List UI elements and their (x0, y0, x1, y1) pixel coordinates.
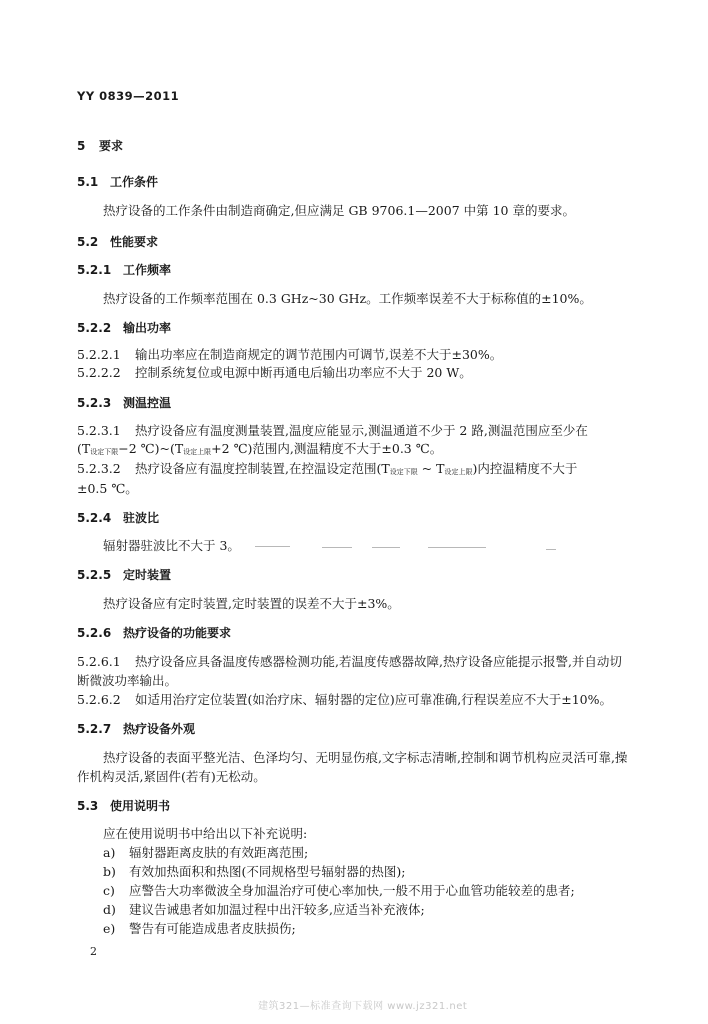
text-fragment: +2 ℃)范围内,测温精度不大于±0.3 ℃。 (211, 441, 443, 456)
list-label: c) (103, 883, 115, 898)
list-item (103, 902, 425, 918)
paragraph: 热疗设备应有定时装置,定时装置的误差不大于±3%。 (103, 596, 400, 611)
section-5-2-3-heading (77, 395, 171, 411)
clause-number: 5.2.3.1 (77, 423, 121, 438)
list-text: 应警告大功率微波全身加温治疗可使心率加快,一般不用于心血管功能较差的患者; (129, 883, 575, 898)
clause-5-2-6-1-line-2: 断微波功率输出。 (77, 673, 178, 688)
list-item (103, 883, 575, 899)
clause-number: 5.2.6.1 (77, 654, 121, 669)
text-fragment: (T (77, 441, 91, 456)
section-number: 5.2.7 (77, 722, 112, 736)
paragraph: 辐射器驻波比不大于 3。 (103, 538, 240, 553)
section-5-2-1-heading (77, 262, 171, 278)
clause-5-2-2-1 (77, 347, 502, 363)
section-title: 输出功率 (123, 321, 172, 335)
list-text: 建议告诫患者如加温过程中出汗较多,应适当补充液体; (129, 902, 425, 917)
clause-5-2-3-2-line-1 (77, 461, 577, 480)
section-5-2-6-heading (77, 625, 231, 641)
clause-number: 5.2.3.2 (77, 461, 121, 476)
section-number: 5.2.3 (77, 396, 112, 410)
section-title: 要求 (99, 139, 124, 153)
section-number: 5.2.2 (77, 321, 112, 335)
section-title: 工作频率 (123, 263, 172, 277)
list-text: 警告有可能造成患者皮肤损伤; (129, 921, 296, 936)
paragraph: 应在使用说明书中给出以下补充说明: (103, 826, 308, 841)
section-5-2-4-heading (77, 510, 159, 526)
clause-5-2-6-2 (77, 692, 612, 708)
section-5-3-heading (77, 798, 170, 814)
scan-artifact (322, 547, 352, 548)
list-item (103, 845, 308, 861)
scan-artifact (372, 547, 400, 548)
clause-text: 输出功率应在制造商规定的调节范围内可调节,误差不大于±30%。 (135, 347, 503, 362)
clause-5-2-3-2-line-2: ±0.5 ℃。 (77, 481, 138, 496)
clause-text: 控制系统复位或电源中断再通电后输出功率应不大于 20 W。 (135, 365, 472, 380)
subscript: 设定上限 (183, 448, 212, 456)
subscript: 设定上限 (444, 468, 473, 476)
section-number: 5.1 (77, 175, 99, 189)
clause-5-2-3-1-line-2 (77, 441, 442, 460)
paragraph-line-1: 热疗设备的表面平整光洁、色泽均匀、无明显伤痕,文字标志清晰,控制和调节机构应灵活可靠,操 (103, 750, 628, 765)
section-number: 5.3 (77, 799, 99, 813)
section-title: 定时装置 (123, 568, 172, 582)
list-text: 有效加热面积和热图(不同规格型号辐射器的热图); (129, 864, 406, 879)
standard-code: YY 0839—2011 (77, 89, 180, 103)
clause-number: 5.2.6.2 (77, 692, 121, 707)
list-label: e) (103, 921, 116, 936)
scan-artifact (255, 546, 290, 547)
paragraph: 热疗设备的工作条件由制造商确定,但应满足 GB 9706.1—2007 中第 10 章的要求。 (103, 203, 575, 218)
section-number: 5.2.5 (77, 568, 112, 582)
section-title: 驻波比 (123, 511, 160, 525)
section-5-2-2-heading (77, 320, 171, 336)
section-5-heading (77, 138, 123, 154)
section-number: 5.2 (77, 235, 99, 249)
section-number: 5.2.6 (77, 626, 112, 640)
watermark: 建筑321—标准查询下载网 www.jz321.net (258, 1001, 468, 1012)
section-5-2-7-heading (77, 721, 195, 737)
text-fragment: 热疗设备应有温度控制装置,在控温设定范围(T (135, 461, 390, 476)
list-label: d) (103, 902, 116, 917)
paragraph-line-2: 作机构灵活,紧固件(若有)无松动。 (77, 769, 266, 784)
page-number: 2 (90, 945, 97, 958)
section-5-2-heading (77, 234, 158, 250)
subscript: 设定下限 (90, 448, 119, 456)
section-title: 工作条件 (110, 175, 159, 189)
section-title: 使用说明书 (110, 799, 171, 813)
clause-text: 热疗设备应有温度测量装置,温度应能显示,测温通道不少于 2 路,测温范围应至少在 (135, 423, 588, 438)
clause-number: 5.2.2.1 (77, 347, 121, 362)
text-fragment: ~ T (417, 461, 445, 476)
section-5-2-5-heading (77, 567, 171, 583)
clause-5-2-6-1-line-1 (77, 654, 622, 670)
text-fragment: )内控温精度不大于 (472, 461, 578, 476)
section-title: 测温控温 (123, 396, 172, 410)
clause-text: 如适用治疗定位装置(如治疗床、辐射器的定位)应可靠准确,行程误差应不大于±10%。 (135, 692, 612, 707)
section-number: 5 (77, 139, 86, 153)
scan-artifact (546, 549, 556, 550)
section-title: 性能要求 (110, 235, 159, 249)
list-item (103, 921, 296, 937)
scan-artifact (428, 547, 486, 548)
section-title: 热疗设备外观 (123, 722, 196, 736)
list-label: b) (103, 864, 116, 879)
clause-5-2-2-2 (77, 365, 472, 381)
list-text: 辐射器距离皮肤的有效距离范围; (129, 845, 309, 860)
section-number: 5.2.1 (77, 263, 112, 277)
section-5-1-heading (77, 174, 158, 190)
clause-number: 5.2.2.2 (77, 365, 121, 380)
clause-text: 热疗设备应具备温度传感器检测功能,若温度传感器故障,热疗设备应能提示报警,并自动切 (135, 654, 622, 669)
paragraph: 热疗设备的工作频率范围在 0.3 GHz~30 GHz。工作频率误差不大于标称值的±10%。 (103, 291, 592, 306)
section-number: 5.2.4 (77, 511, 112, 525)
list-item (103, 864, 405, 880)
list-label: a) (103, 845, 116, 860)
text-fragment: −2 ℃)~(T (118, 441, 184, 456)
clause-5-2-3-1-line-1 (77, 423, 588, 439)
subscript: 设定下限 (389, 468, 418, 476)
section-title: 热疗设备的功能要求 (123, 626, 232, 640)
